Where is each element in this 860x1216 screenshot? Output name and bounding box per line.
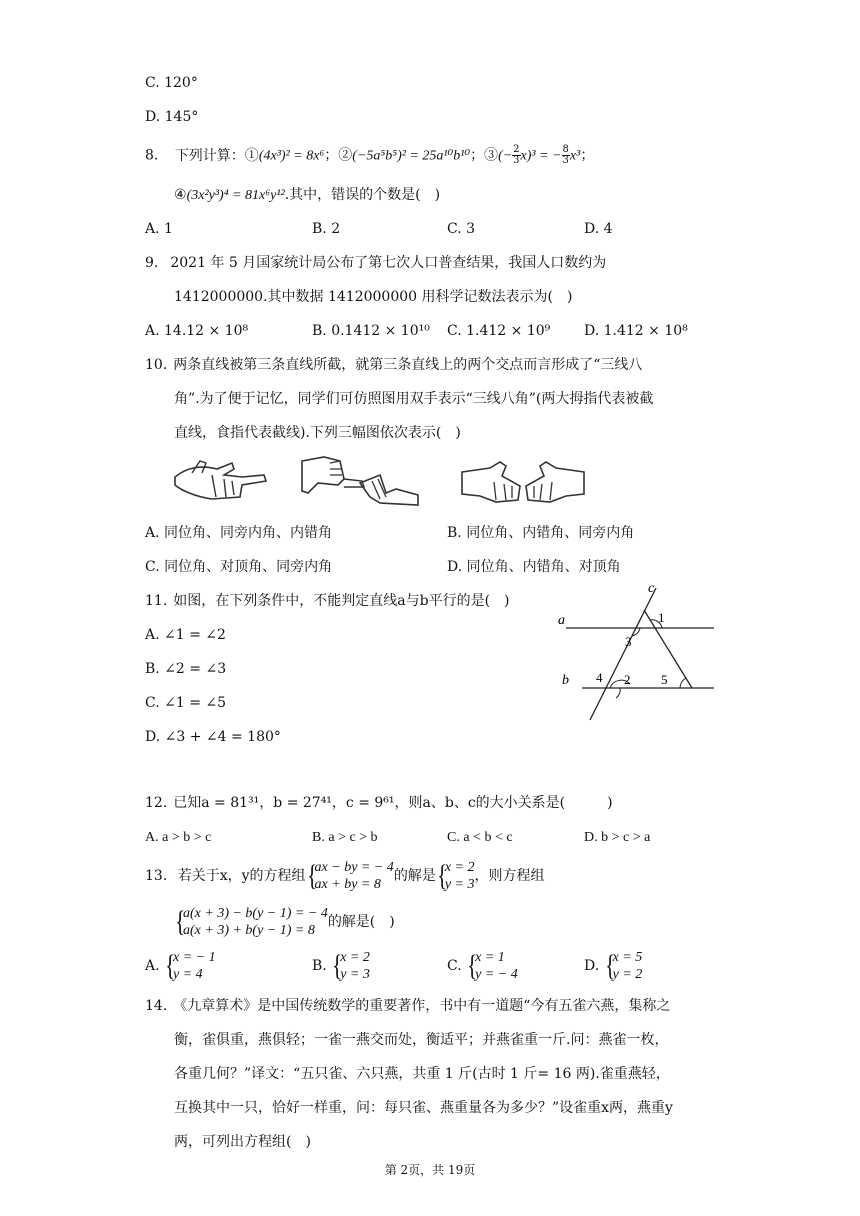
hands-figure-2: [300, 453, 422, 507]
fig-label-1: 1: [658, 610, 665, 625]
q10-number: 10.: [145, 357, 168, 373]
q8-expr-1: (4x³)² = 8x⁶: [258, 148, 325, 164]
q10-option-d: D. 同位角、内错角、对顶角: [447, 559, 621, 575]
q10-line-3: 直线，食指代表截线).下列三幅图依次表示( ): [174, 425, 461, 441]
q13-system-2: { a(x + 3) − b(y − 1) = − 4 a(x + 3) + b(y − 1) = 8: [174, 905, 328, 939]
q11-number: 11.: [145, 593, 168, 609]
q9-option-c: C. 1.412 × 10⁹: [447, 323, 551, 339]
fig-label-3: 3: [625, 634, 632, 649]
q11-option-d: D. ∠3 + ∠4 = 180°: [145, 729, 281, 745]
q8-expr-3c: x³: [569, 148, 581, 164]
q14-line-4: 互换其中一只，恰好一样重，问：每只雀、燕重量各为多少？”设雀重x两，燕重y: [174, 1100, 673, 1116]
q11-option-c: C. ∠1 = ∠5: [145, 695, 227, 711]
q13-option-c: C. { x = 1 y = − 4: [447, 948, 518, 984]
q8-option-c: C. 3: [447, 221, 476, 237]
parallel-lines-figure: [552, 580, 722, 725]
q8-fraction-2: $\frac{8}{3}$: [562, 144, 569, 166]
q11-stem: 11. 如图，在下列条件中，不能判定直线a与b平行的是( ): [145, 593, 510, 609]
q10-line-1: 10. 两条直线被第三条直线所截，就第三条直线上的两个交点而言形成了“三线八: [145, 357, 643, 373]
fig-label-5: 5: [661, 672, 668, 687]
q14-line-1: 14. 《九章算术》是中国传统数学的重要著作，书中有一道题“今有五雀六燕，集称之: [145, 998, 671, 1014]
q9-option-d: D. 1.412 × 10⁸: [584, 323, 688, 339]
q8-expr-3b: x)³ = −: [520, 148, 562, 164]
hands-figure-3: [460, 458, 586, 508]
q8-stem-a: 下列计算：①: [174, 147, 259, 164]
q14-number: 14.: [145, 998, 168, 1014]
q13-option-a: A. { x = − 1 y = 4: [145, 948, 216, 984]
q8-option-d: D. 4: [584, 221, 613, 237]
q8-expr-4: (3x²y³)⁴ = 81x⁶y¹²: [186, 188, 285, 203]
q12-number: 12.: [145, 795, 168, 811]
q9-option-b: B. 0.1412 × 10¹⁰: [312, 323, 430, 339]
q13-option-d: D. { x = 5 y = 2: [584, 948, 642, 984]
q8-stem-b: .其中，错误的个数是( ): [284, 187, 441, 203]
q9-line-1: 9. 2021 年 5 月国家统计局公布了第七次人口普查结果，我国人口数约为: [145, 255, 607, 271]
q13-solution: { x = 2 y = 3: [436, 859, 475, 893]
q12-option-d: D. b > c > a: [584, 830, 651, 845]
q7-option-d: D. 145°: [145, 109, 199, 125]
fig-label-c: c: [648, 581, 655, 596]
q8-option-b: B. 2: [312, 221, 341, 237]
q13-system-1: { ax − by = − 4 ax + by = 8: [306, 859, 394, 893]
q13-stem-1: 13. 若关于x，y的方程组 { ax − by = − 4 ax + by = 8 的解是 { x = 2 y = 3 ，则方程组: [145, 858, 544, 894]
q11-option-b: B. ∠2 = ∠3: [145, 661, 227, 677]
q12-option-c: C. a < b < c: [447, 830, 513, 845]
hands-figure-1: [172, 455, 272, 505]
q9-number: 9.: [145, 255, 159, 271]
q8-expr-3a: (−: [498, 148, 513, 164]
fig-label-4: 4: [596, 670, 603, 685]
q13-option-b: B. { x = 2 y = 3: [312, 948, 370, 984]
q9-line-2: 1412000000.其中数据 1412000000 用科学记数法表示为( ): [174, 289, 573, 305]
q10-option-c: C. 同位角、对顶角、同旁内角: [145, 559, 333, 575]
fig-label-b: b: [562, 673, 569, 688]
q8-stem-2: ④(3x²y³)⁴ = 81x⁶y¹².其中，错误的个数是( ): [174, 187, 441, 203]
q11-option-a: A. ∠1 = ∠2: [145, 627, 226, 643]
q12-option-b: B. a > c > b: [312, 830, 378, 845]
q10-option-b: B. 同位角、内错角、同旁内角: [447, 525, 635, 541]
q14-line-5: 两，可列出方程组( ): [174, 1134, 311, 1150]
q8-number: 8.: [145, 147, 159, 164]
q14-line-3: 各重几何？”译文：“五只雀、六只燕，共重 1 斤(古时 1 斤= 16 两).雀重燕轻，: [174, 1066, 670, 1082]
fig-label-2: 2: [624, 672, 631, 687]
q10-option-a: A. 同位角、同旁内角、内错角: [145, 525, 333, 541]
q13-number: 13.: [145, 868, 168, 884]
q12-stem: 12. 已知a = 81³¹，b = 27⁴¹，c = 9⁶¹，则a、b、c的大小关系是( ): [145, 795, 613, 811]
q14-line-2: 衡，雀俱重，燕俱轻；一雀一燕交而处，衡适平；并燕雀重一斤.问：燕雀一枚，: [174, 1032, 669, 1048]
q13-stem-2: { a(x + 3) − b(y − 1) = − 4 a(x + 3) + b(y − 1) = 8 的解是( ): [174, 904, 395, 940]
q8-stem: 8. 下列计算：①(4x³)² = 8x⁶；②(−5a⁵b⁵)² = 25a¹⁰b¹⁰；③(− $\frac{2}{3}$ x)³ = − $\frac{8}{3}$ x³；: [145, 144, 595, 166]
q9-option-a: A. 14.12 × 10⁸: [145, 323, 249, 339]
page-footer: 第 2页，共 19页: [384, 1163, 476, 1177]
q8-fraction-1: $\frac{2}{3}$: [513, 144, 520, 166]
q7-option-c: C. 120°: [145, 75, 198, 91]
q8-option-a: A. 1: [145, 221, 173, 237]
fig-label-a: a: [558, 613, 565, 628]
q12-option-a: A. a > b > c: [145, 830, 212, 845]
q10-line-2: 角”.为了便于记忆，同学们可仿照图用双手表示“三线八角”(两大拇指代表被截: [174, 391, 654, 407]
q8-expr-2: (−5a⁵b⁵)² = 25a¹⁰b¹⁰: [352, 148, 471, 164]
